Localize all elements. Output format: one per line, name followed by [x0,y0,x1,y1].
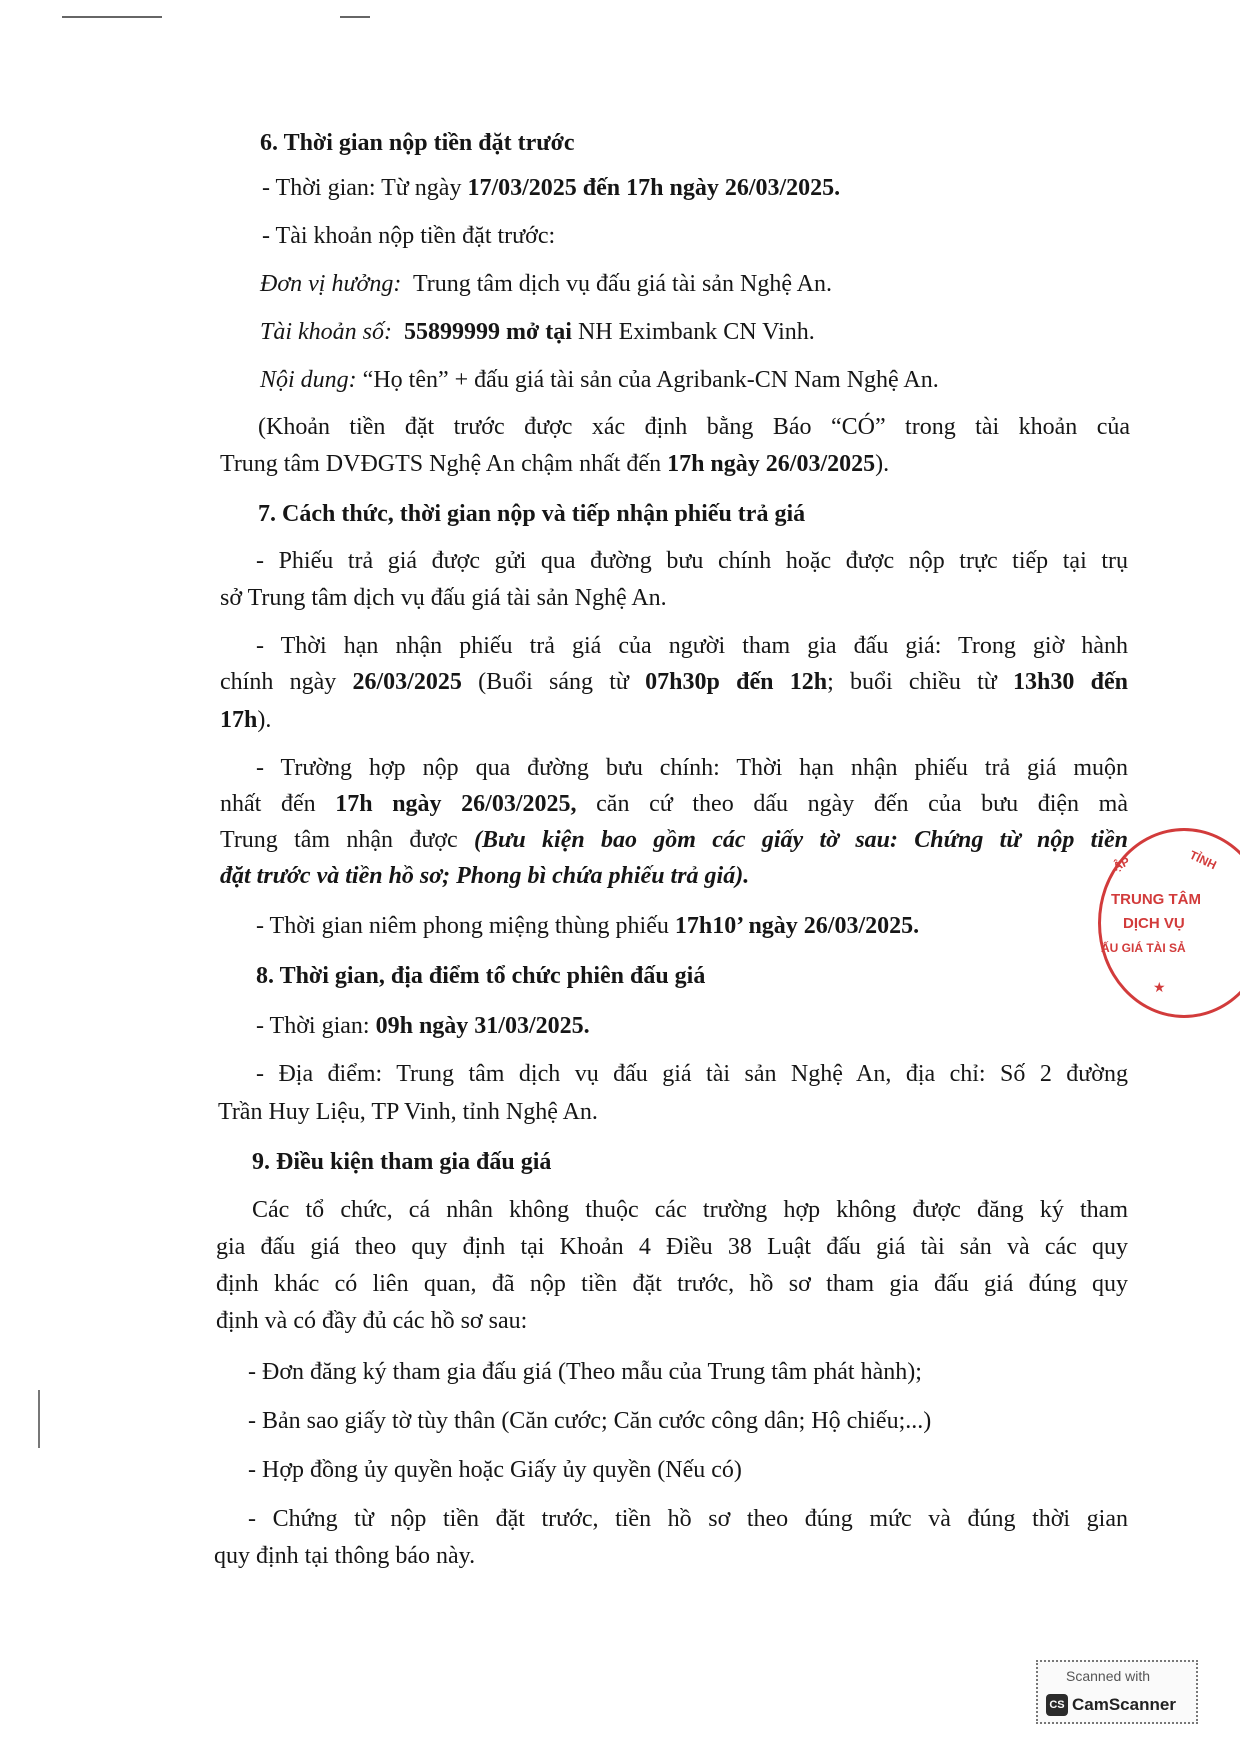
camscanner-watermark [1036,1660,1198,1724]
p2-line2-d: 07h30p đến 12h [645,669,828,695]
note-line2-suffix: ). [875,451,890,477]
sec9-p-line4: định và có đầy đủ các hồ sơ sau: [216,1308,528,1334]
account-number-label: Tài khoản số: [260,319,392,345]
camscanner-logo-icon: CS [1046,1694,1068,1716]
p4-prefix: - Thời gian niêm phong miệng thùng phiếu [256,913,675,939]
account-number-bold: 55899999 mở tại [404,319,572,345]
p3-line2-c: căn cứ theo dấu ngày đến của bưu điện mà [576,791,1128,817]
sec9-p-line3: định khác có liên quan, đã nộp tiền đặt trước, hồ sơ tham gia đấu giá đúng quy [216,1271,1128,1297]
sec8-time [256,1010,590,1042]
sec7-p2-line2 [220,666,1128,698]
section-7-title: 7. Cách thức, thời gian nộp và tiếp nhận phiếu trả giá [258,501,806,527]
p2-line3-rest: ). [257,707,272,733]
p2-line2-e: ; buổi chiều từ [827,669,1014,695]
sec7-p1-line1: - Phiếu trả giá được gửi qua đường bưu chính hoặc được nộp trực tiếp tại trụ [256,548,1128,574]
p2-line2-f: 13h30 đến [1013,669,1128,695]
sec8-place-line2: Trần Huy Liệu, TP Vinh, tỉnh Nghệ An. [218,1099,598,1125]
sec7-p3-line1: - Trường hợp nộp qua đường bưu chính: Thời hạn nhận phiếu trả giá muộn [256,755,1128,781]
p3-line3-a: Trung tâm nhận được [220,827,474,853]
p2-line2-c: (Buổi sáng từ [461,669,646,695]
seal-line-2: DỊCH VỤ [1123,915,1185,932]
sec6-beneficiary [260,268,832,300]
sec6-account-label: - Tài khoản nộp tiền đặt trước: [262,223,556,249]
sec7-p4 [256,910,919,942]
section-9-title: 9. Điều kiện tham gia đấu giá [252,1149,552,1175]
note-line2-prefix: Trung tâm DVĐGTS Nghệ An chậm nhất đến [220,451,668,477]
camscanner-name: CamScanner [1072,1695,1176,1714]
sec6-time-prefix: - Thời gian: Từ ngày [262,175,468,201]
sec6-time-bold: 17/03/2025 đến 17h ngày 26/03/2025. [467,175,841,201]
content-value: “Họ tên” + đấu giá tài sản của Agribank-CN Nam Nghệ An. [362,367,939,393]
section-8-title: 8. Thời gian, địa điểm tổ chức phiên đấu giá [256,963,706,989]
content-label: Nội dung: [260,367,357,393]
sec9-item-3: - Hợp đồng ủy quyền hoặc Giấy ủy quyền (Nếu có) [248,1457,742,1483]
sec7-p3-line2 [220,788,1128,820]
sec7-p3-line3 [220,824,1128,856]
seal-arc-left: ẬP [1110,854,1132,874]
sec6-content [260,364,939,396]
sec9-p-line1: Các tổ chức, cá nhân không thuộc các trường hợp không được đăng ký tham [252,1197,1128,1223]
beneficiary-value: Trung tâm dịch vụ đấu giá tài sản Nghệ An. [412,271,832,297]
p4-suffix: ngày 26/03/2025. [742,913,920,939]
p3-line2-a: nhất đến [220,791,336,817]
sec8-time-bold: 09h [375,1013,413,1039]
sec6-note-line2 [220,448,889,480]
beneficiary-label: Đơn vị hưởng: [260,271,402,297]
sec9-item-1: - Đơn đăng ký tham gia đấu giá (Theo mẫu của Trung tâm phát hành); [248,1359,922,1385]
sec6-time [262,172,840,204]
p4-bold: 17h10’ [674,913,743,939]
p3-line2-b: 17h ngày 26/03/2025, [335,791,577,817]
p2-line2-b: 26/03/2025 [352,669,462,695]
seal-arc-right: TỈNH [1187,847,1219,873]
sec9-p-line2: gia đấu giá theo quy định tại Khoản 4 Điều 38 Luật đấu giá tài sản và các quy [216,1234,1128,1260]
sec7-p1-line2: sở Trung tâm dịch vụ đấu giá tài sản Nghệ An. [220,585,667,611]
sec8-time-prefix: - Thời gian: [256,1013,376,1039]
sec7-p3-line4: đặt trước và tiền hồ sơ; Phong bì chứa phiếu trả giá). [220,863,750,889]
sec9-item-4-line1: - Chứng từ nộp tiền đặt trước, tiền hồ sơ theo đúng mức và đúng thời gian [248,1506,1128,1532]
account-number-rest: NH Eximbank CN Vinh. [571,319,815,345]
sec6-note-line1: (Khoản tiền đặt trước được xác định bằng Báo “CÓ” trong tài khoản của [258,414,1130,440]
sec9-item-2: - Bản sao giấy tờ tùy thân (Căn cước; Căn cước công dân; Hộ chiếu;...) [248,1408,932,1434]
section-6-title: 6. Thời gian nộp tiền đặt trước [260,130,575,156]
sec7-p2-line1: - Thời hạn nhận phiếu trả giá của người tham gia đấu giá: Trong giờ hành [256,633,1128,659]
sec6-account-number [260,316,815,348]
p2-line2-a: chính ngày [220,669,353,695]
seal-line-3: ẤU GIÁ TÀI SẢ [1101,941,1186,955]
p2-line3-bold: 17h [220,707,258,733]
sec8-place-line1: - Địa điểm: Trung tâm dịch vụ đấu giá tài sản Nghệ An, địa chỉ: Số 2 đường [256,1061,1128,1087]
seal-star-icon: ★ [1153,979,1166,995]
sec8-time-suffix: ngày 31/03/2025. [412,1013,590,1039]
p3-line3-b: (Bưu kiện bao gồm các giấy tờ sau: Chứng từ nộp tiền [474,827,1128,853]
note-line2-bold: 17h ngày 26/03/2025 [667,451,876,477]
camscanner-caption: Scanned with [1066,1668,1151,1684]
seal-line-1: TRUNG TÂM [1111,891,1201,908]
sec9-item-4-line2: quy định tại thông báo này. [214,1543,476,1569]
sec7-p2-line3 [220,704,271,736]
